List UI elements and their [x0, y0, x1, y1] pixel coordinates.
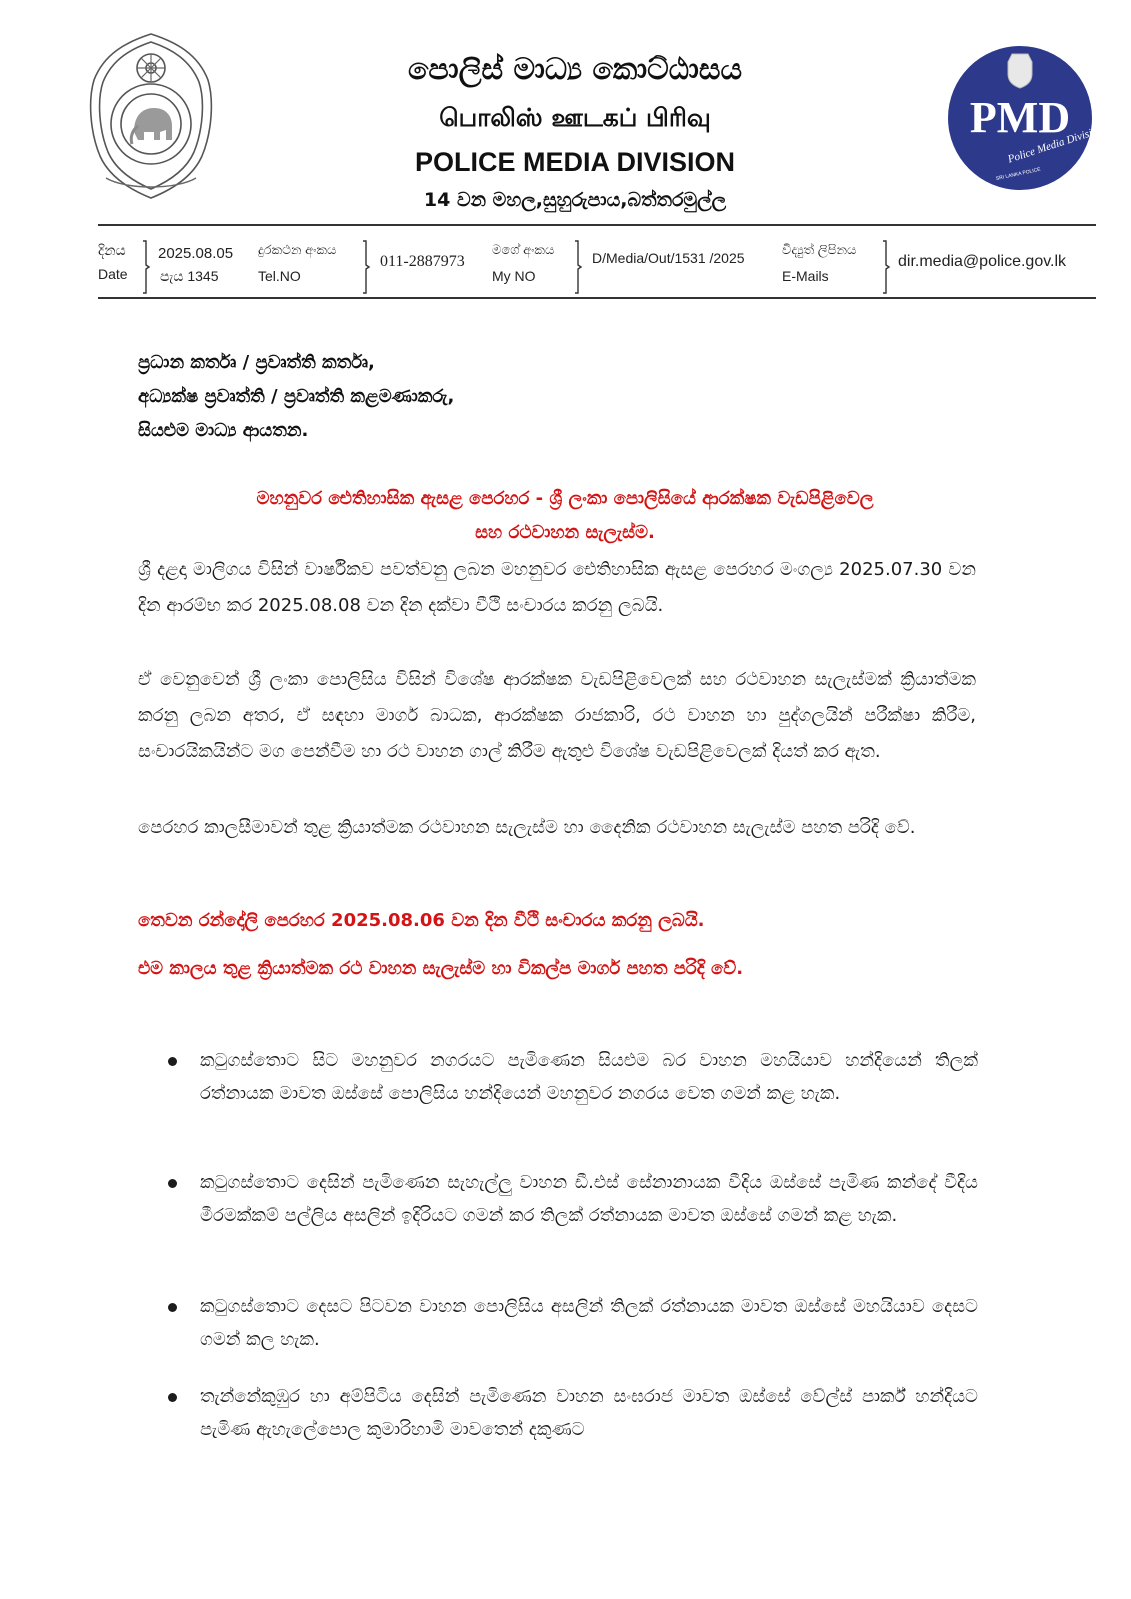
bullet-icon: [168, 1057, 177, 1066]
list-item-text: කටුගස්තොට සිට මහනුවර නගරයට පැමිණෙන සියළුම බර වාහන මහයියාව හන්දියෙන් තිලක් රත්නායක මාවත ඔස්සේ පොලිසිය හන්දියෙන් මහනුවර නගරය වෙත ගමන් කළ හැක.: [200, 1050, 978, 1104]
my-no-label-si: මගේ අංකය: [492, 242, 555, 257]
header-rule-bottom: [98, 297, 1096, 299]
list-item-text: කටුගස්තොට දෙසින් පැමිණෙන සැහැල්ලු වාහන ඩී.එස් සේනානායක වීදිය ඔස්සේ පැමිණ කන්දේ වීදිය මීරමක්කම් පල්ලිය අසලින් ඉදිරියට ගමන් කර තිලක් රත්නායක මාවත ඔස්සේ ගමන් කළ හැක.: [200, 1172, 978, 1226]
email-value: dir.media@police.gov.lk: [898, 253, 1067, 270]
bullet-icon: [168, 1393, 177, 1402]
highlight-line: එම කාලය තුළ ක්‍රියාත්මක රථ වාහන සැලැස්ම හා විකල්ප මාර්ග පහත පරිදි වේ.: [138, 958, 744, 979]
brace-divider: [362, 240, 370, 294]
header-rule-top: [98, 224, 1096, 226]
brace-divider: [882, 240, 890, 294]
reference-info-bar: [0, 238, 1131, 296]
highlight-line: තෙවන රන්දෝලි පෙරහර 2025.08.06 වන දින වීථි සංචාරය කරනු ලබයි.: [138, 910, 705, 931]
pmd-logo: [946, 44, 1105, 192]
tel-value: 011-2887973: [380, 253, 465, 270]
addressee-line: අධ්‍යක්ෂ ප්‍රවෘත්ති / ප්‍රවෘත්ති කළමණාකරු,: [138, 386, 455, 407]
time-value: පැය 1345: [160, 268, 219, 284]
tel-label-si: දුරකථන අංකය: [258, 242, 337, 257]
bullet-icon: [168, 1179, 177, 1188]
division-title-tamil: பொலிஸ் ஊடகப் பிரிவு: [439, 103, 711, 132]
body-paragraph: ඒ වෙනුවෙන් ශ්‍රී ලංකා පොලිසිය විසින් විශේෂ ආරක්ෂක වැඩපිළිවෙලක් සහ රථවාහන සැලැස්මක් ක්‍රියාත්මක කරනු ලබන අතර, ඒ සඳහා මාර්ග බාධක, ආරක්ෂක රාජකාරි, රථ වාහන හා පුද්ගලයින් පරීක්ෂා කිරීම, සංචාරයිකයින්ට මග පෙන්වීම හා රථ වාහන ගාල් කිරීම ඇතුළු විශේෂ වැඩපිළිවෙලක් දියත් කර ඇත.: [138, 669, 976, 762]
addressee-block: [138, 346, 454, 448]
pmd-logo-text: PMD: [969, 93, 1071, 142]
subject-line: සහ රථවාහන සැලැස්ම.: [475, 522, 655, 543]
subject-heading: [130, 482, 1000, 550]
date-label-en: Date: [98, 266, 128, 282]
body-paragraph: ශ්‍රී දළදා මාලිගය විසින් වාර්ෂිකව පවත්වනු ලබන මහනුවර ඓතිහාසික ඇසළ පෙරහර මංගල්‍ය 2025.07.30 වන දින ආරම්භ කර 2025.08.08 වන දින දක්වා වීථි සංචාරය කරනු ලබයි.: [138, 559, 976, 616]
subject-line: මහනුවර ඓතිහාසික ඇසළ පෙරහර - ශ්‍රී ලංකා පොලිසියේ ආරක්ෂක වැඩපිළිවෙල: [256, 488, 874, 509]
my-no-value: D/Media/Out/1531 /2025: [592, 250, 745, 266]
addressee-line: ප්‍රධාන කර්තෘ / ප්‍රවෘත්ති කර්තෘ,: [138, 352, 375, 373]
list-item-text: තැන්නේකුඹුර හා අම්පිටිය දෙසින් පැමිණෙන වාහන සංඝරාජ මාවත ඔස්සේ වේල්ස් පාර්ක් හන්දියට පැමිණ ඇහැලේපොල කුමාරිහාමි මාවතෙන් දකුණට: [200, 1386, 978, 1440]
division-address: 14 වන මහල,සුහුරුපාය,බත්තරමුල්ල: [423, 189, 727, 211]
pmd-logo-subtext: Police Media Division: [1006, 123, 1105, 166]
email-label-en: E-Mails: [782, 268, 829, 284]
body-paragraph: පෙරහර කාලසීමාවන් තුළ ක්‍රියාත්මක රථවාහන සැලැස්ම හා දෛනික රථවාහන සැලැස්ම පහත පරිදි වේ.: [138, 817, 916, 838]
my-no-label-en: My NO: [492, 268, 536, 284]
tel-label-en: Tel.NO: [258, 268, 301, 284]
date-value: 2025.08.05: [158, 245, 234, 262]
date-label-si: දිනය: [98, 242, 126, 258]
pmd-logo-caption: SRI LANKA POLICE: [995, 166, 1042, 183]
police-crest-emblem: [86, 28, 216, 204]
division-title-english: POLICE MEDIA DIVISION: [414, 147, 736, 177]
letterhead: [340, 48, 810, 216]
bullet-icon: [168, 1303, 177, 1312]
email-label-si: විද්‍යුත් ලිපිනය: [782, 242, 857, 257]
brace-divider: [142, 240, 150, 294]
division-title-sinhala: පොලිස් මාධ්‍ය කොට්ඨාසය: [407, 52, 743, 87]
addressee-line: සියළුම මාධ්‍ය ආයතන.: [138, 420, 309, 441]
brace-divider: [574, 240, 582, 294]
list-item-text: කටුගස්තොට දෙසට පිටවන වාහන පොලිසිය අසලින් තිලක් රත්නායක මාවත ඔස්සේ මහයියාව දෙසට ගමන් කල හැක.: [200, 1296, 978, 1350]
